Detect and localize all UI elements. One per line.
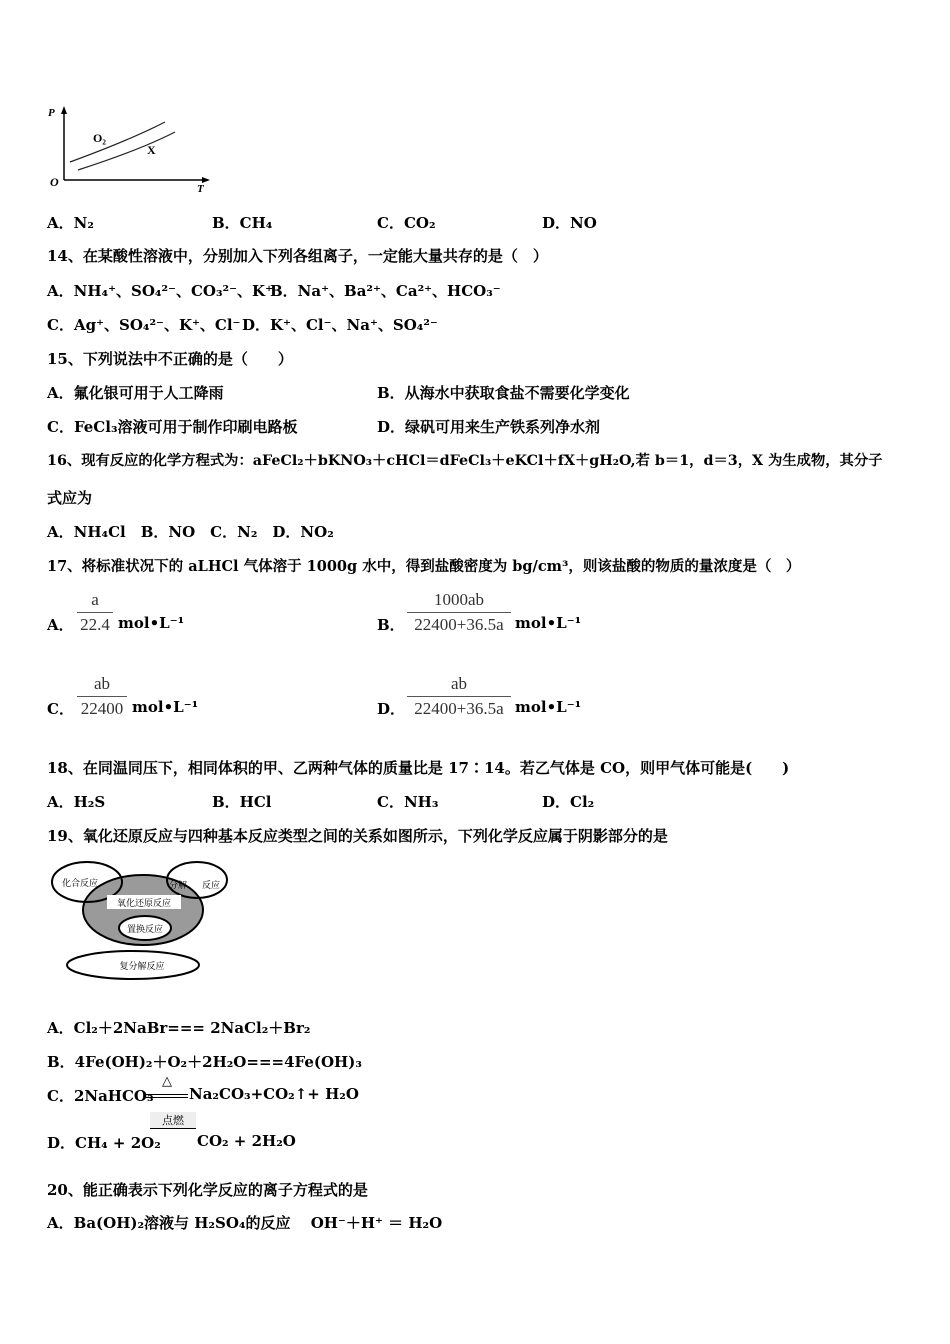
double-decomposition-label: 复分解反应 <box>119 961 165 971</box>
q13-option-b: B．CH₄ <box>212 214 273 232</box>
q19-option-d-right: CO₂ + 2H₂O <box>197 1132 296 1150</box>
redox-label: 氧化还原反应 <box>116 898 172 908</box>
p-axis-label: P <box>48 107 55 119</box>
fraction-numerator: ab <box>450 674 468 693</box>
q15-option-c: C．FeCl₃溶液可用于制作印刷电路板 <box>47 418 298 436</box>
q19-option-d-left: D．CH₄ + 2O₂ <box>47 1134 161 1152</box>
q18-option-b: B．HCl <box>212 793 272 811</box>
q17-option-b-fraction <box>407 590 511 635</box>
d-equation-arrow <box>150 1128 196 1130</box>
displacement-label: 置换反应 <box>126 924 164 934</box>
q14-option-a: A．NH₄⁺、SO₄²⁻、CO₃²⁻、K⁺ <box>47 282 273 300</box>
q18-option-a: A．H₂S <box>47 793 106 811</box>
ignition-condition: 点燃 <box>150 1112 196 1128</box>
q17-option-b-unit: mol•L⁻¹ <box>515 614 582 632</box>
q14-option-c: C．Ag⁺、SO₄²⁻、K⁺、Cl⁻ <box>47 316 241 334</box>
q14-option-b: B．Na⁺、Ba²⁺、Ca²⁺、HCO₃⁻ <box>270 282 501 300</box>
q13-option-a: A．N₂ <box>47 214 94 232</box>
q16-stem-line1: 16、现有反应的化学方程式为：aFeCl₂＋bKNO₃＋cHCl＝dFeCl₃＋eKCl＋fX＋gH₂O,若 b＝1，d＝3，X 为生成物，其分子 <box>47 453 883 469</box>
q13-option-c: C．CO₂ <box>377 214 436 232</box>
q15-option-d: D．绿矾可用来生产铁系列净水剂 <box>377 418 601 436</box>
q18-option-d: D．Cl₂ <box>542 793 595 811</box>
q16-stem-line2: 式应为 <box>47 489 93 507</box>
fraction-numerator: ab <box>93 674 111 693</box>
q14-option-d: D．K⁺、Cl⁻、Na⁺、SO₄²⁻ <box>242 316 438 334</box>
q17-option-a-fraction <box>77 590 113 635</box>
q20-stem: 20、能正确表示下列化学反应的离子方程式的是 <box>47 1181 368 1199</box>
q17-option-d-unit: mol•L⁻¹ <box>515 698 582 716</box>
q17-option-a-unit: mol•L⁻¹ <box>118 614 185 632</box>
q19-option-b: B．4Fe(OH)₂＋O₂＋2H₂O===4Fe(OH)₃ <box>47 1053 362 1071</box>
q17-option-d-fraction <box>407 674 511 719</box>
o2-label: O₂ <box>93 131 106 145</box>
fraction-numerator: a <box>91 590 99 609</box>
decomposition-label-1: 分解 <box>168 880 188 890</box>
q18-stem: 18、在同温同压下，相同体积的甲、乙两种气体的质量比是 17∶14。若乙气体是 CO，则甲气体可能是( ) <box>47 759 790 777</box>
pressure-temperature-graph <box>40 100 220 195</box>
q17-option-c-fraction <box>77 674 127 719</box>
reaction-type-venn-diagram <box>50 855 235 985</box>
origin-label: O <box>50 175 59 189</box>
combination-label: 化合反应 <box>61 878 99 888</box>
x-label: X <box>147 143 156 157</box>
q20-option-a: A．Ba(OH)₂溶液与 H₂SO₄的反应 OH⁻＋H⁺ ＝ H₂O <box>47 1214 443 1232</box>
fraction-denominator: 22400 <box>80 699 124 718</box>
q17-option-b-label: B． <box>377 616 405 634</box>
heating-symbol: △ <box>162 1074 172 1089</box>
c-equation-arrow <box>146 1094 188 1098</box>
q15-option-b: B．从海水中获取食盐不需要化学变化 <box>377 384 630 402</box>
q19-stem: 19、氧化还原反应与四种基本反应类型之间的关系如图所示，下列化学反应属于阴影部分的是 <box>47 827 668 845</box>
q17-option-c-label: C． <box>47 700 74 718</box>
q16-options: A．NH₄Cl B．NO C．N₂ D．NO₂ <box>47 523 334 541</box>
q18-option-c: C．NH₃ <box>377 793 439 811</box>
q17-option-a-label: A． <box>47 616 74 634</box>
q19-option-c-right: Na₂CO₃+CO₂↑+ H₂O <box>189 1085 359 1103</box>
q17-option-d-label: D． <box>377 700 406 718</box>
fraction-denominator: 22.4 <box>80 615 110 634</box>
fraction-denominator: 22400+36.5a <box>414 615 504 634</box>
q19-option-c-left: C．2NaHCO₃ <box>47 1087 154 1105</box>
q14-stem: 14、在某酸性溶液中，分别加入下列各组离子，一定能大量共存的是（ ） <box>47 247 548 265</box>
decomposition-label-2: 反应 <box>201 880 221 890</box>
fraction-numerator: 1000ab <box>433 590 485 609</box>
q17-stem: 17、将标准状况下的 aLHCl 气体溶于 1000g 水中，得到盐酸密度为 bg/cm³，则该盐酸的物质的量浓度是（ ） <box>47 558 801 575</box>
q15-option-a: A．氟化银可用于人工降雨 <box>47 384 224 402</box>
q15-stem: 15、下列说法中不正确的是（ ） <box>47 350 293 368</box>
q17-option-c-unit: mol•L⁻¹ <box>132 698 199 716</box>
q13-option-d: D．NO <box>542 214 597 232</box>
fraction-denominator: 22400+36.5a <box>414 699 504 718</box>
q19-option-a: A．Cl₂＋2NaBr=== 2NaCl₂＋Br₂ <box>47 1019 311 1037</box>
t-axis-label: T <box>197 183 204 195</box>
